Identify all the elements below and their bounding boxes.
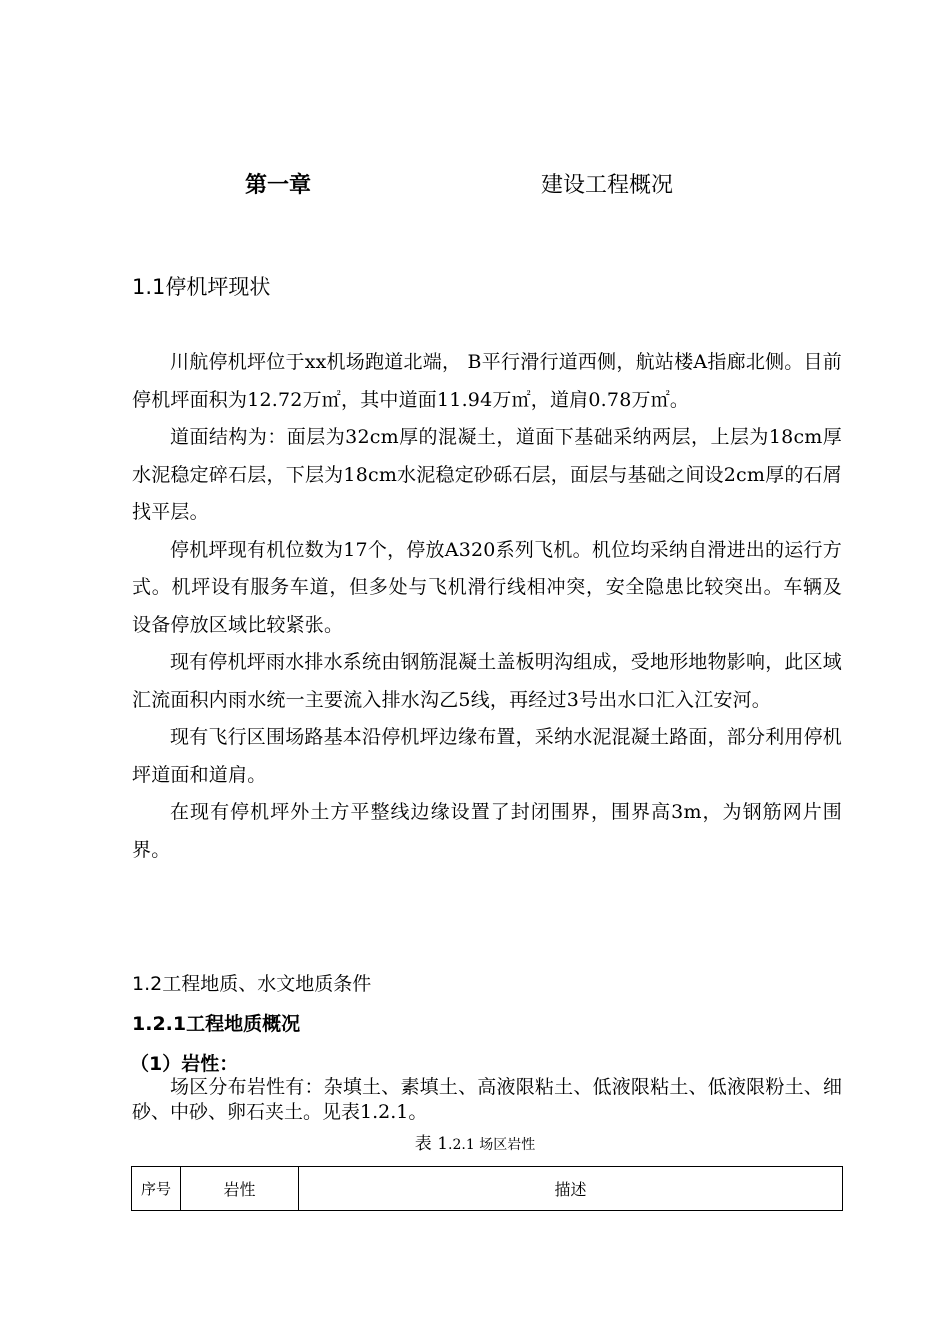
chapter-number: 第一章	[245, 173, 312, 198]
item-heading-lithology: （1）岩性：	[130, 1053, 239, 1075]
paragraph-location: 川航停机坪位于xx机场跑道北端， B平行滑行道西侧，航站楼A指廊北侧。目前停机坪面积为12.72万㎡，其中道面11.94万㎡，道肩0.78万㎡。	[132, 351, 842, 411]
table-header-row	[132, 1167, 843, 1211]
table-caption-prefix: 表 1	[414, 1134, 449, 1154]
paragraph-pavement-structure: 道面结构为：面层为32cm厚的混凝土，道面下基础采纳两层，上层为18cm厚水泥稳定碎石层，下层为18cm水泥稳定砂砾石层，面层与基础之间设2cm厚的石屑找平层。	[132, 426, 842, 523]
lithology-table	[131, 1166, 843, 1211]
paragraph-drainage: 现有停机坪雨水排水系统由钢筋混凝土盖板明沟组成，受地形地物影响，此区域汇流面积内雨水统一主要流入排水沟乙5线，再经过3号出水口汇入江安河。	[132, 651, 843, 711]
paragraph-perimeter-road: 现有飞行区围场路基本沿停机坪边缘布置，采纳水泥混凝土路面，部分利用停机坪道面和道肩。	[132, 726, 843, 786]
chapter-heading	[0, 168, 950, 202]
section-heading-1-1: 1.1停机坪现状	[132, 275, 271, 299]
section-heading-1-2-1: 1.2.1工程地质概况	[132, 1013, 301, 1035]
table-caption	[0, 1129, 950, 1154]
header-index: 序号	[132, 1167, 181, 1211]
section-1-1-body	[132, 344, 842, 869]
chapter-title: 建设工程概况	[541, 173, 674, 198]
paragraph-stands: 停机坪现有机位数为17个，停放A320系列飞机。机位均采纳自滑进出的运行方式。机坪设有服务车道，但多处与飞机滑行线相冲突，安全隐患比较突出。车辆及设备停放区域比较紧张。	[132, 538, 842, 636]
paragraph-lithology: 场区分布岩性有：杂填土、素填土、高液限粘土、低液限粘土、低液限粉土、细砂、中砂、卵石夹土。见表1.2.1。	[132, 1076, 842, 1123]
header-lithology: 岩性	[181, 1167, 299, 1211]
paragraph-fence: 在现有停机坪外土方平整线边缘设置了封闭围界，围界高3m，为钢筋网片围界。	[132, 801, 842, 861]
section-1-2-1-body	[132, 1075, 842, 1125]
section-heading-1-2: 1.2工程地质、水文地质条件	[132, 973, 372, 995]
header-description: 描述	[299, 1167, 843, 1211]
table-caption-rest: .2.1 场区岩性	[448, 1137, 536, 1153]
